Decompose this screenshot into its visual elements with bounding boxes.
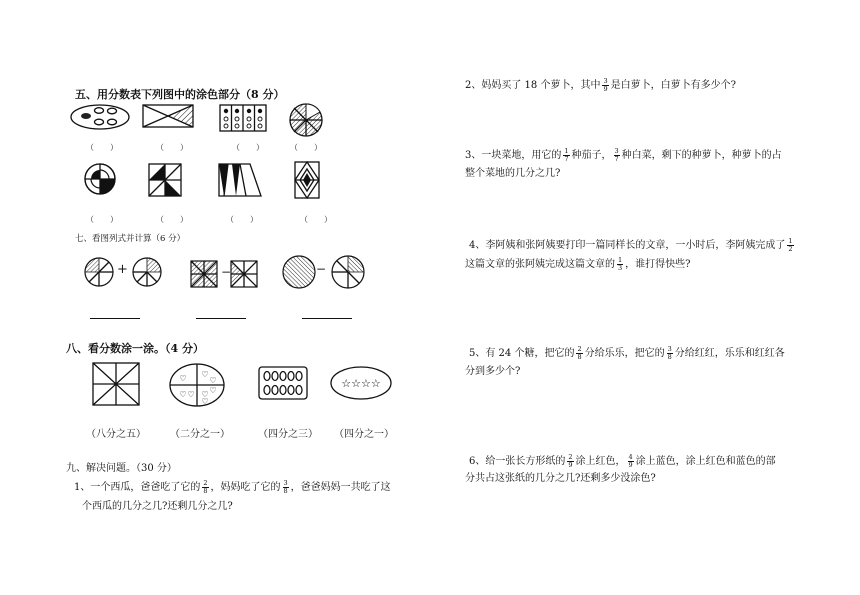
question-1-text-a: 1、一个西瓜，爸爸吃了它的 xyxy=(74,482,201,493)
section9-title: 九、解决问题。（30 分） xyxy=(66,463,177,474)
question-4-line2: 这篇文章的张阿姨完成这篇文章的 $\frac{1}{3}$ ，谁打得快些? xyxy=(465,256,691,272)
fraction-1-3: $\frac{1}{3}$ xyxy=(618,256,623,272)
section7-title: 七、看图列式并计算（6 分） xyxy=(75,234,186,244)
fraction-label-1: （八分之五） xyxy=(86,429,146,440)
answer-paren-6[interactable]: （ ） xyxy=(156,215,188,224)
fraction-label-4: （四分之一） xyxy=(334,429,394,440)
minus-sign-1: − xyxy=(221,265,232,279)
fraction-4-9: $\frac{4}{9}$ xyxy=(628,453,633,469)
question-1 xyxy=(74,480,391,495)
svg-text:♡: ♡ xyxy=(187,390,195,399)
svg-text:♡: ♡ xyxy=(179,374,187,383)
fraction-2-9: $\frac{2}{9}$ xyxy=(568,453,573,469)
svg-text:☆☆☆☆: ☆☆☆☆ xyxy=(341,377,381,390)
parallelogram-triangles-figure xyxy=(218,163,262,197)
fraction-3-7: $\frac{3}{7}$ xyxy=(614,147,619,163)
fraction-3-8: $\frac{3}{8}$ xyxy=(283,479,288,495)
question-5-line2: 分到多少个? xyxy=(465,366,521,377)
fraction-3-9: $\frac{3}{9}$ xyxy=(603,77,608,93)
question-2: 2、妈妈买了 18 个萝卜，其中 $\frac{3}{9}$ 是白萝卜，白萝卜有多少个? xyxy=(465,77,736,93)
fraction-1-7: $\frac{1}{7}$ xyxy=(564,147,569,163)
section5-title: 五、用分数表下列图中的涂色部分（8 分） xyxy=(75,88,285,101)
ovals-rectangle-figure xyxy=(258,366,308,400)
question-1-text-c: ，爸爸妈妈一共吃了这 xyxy=(290,482,391,493)
answer-line-3[interactable] xyxy=(302,318,352,319)
star-lines-square-figure xyxy=(92,362,140,406)
stars-oval-figure xyxy=(329,365,393,401)
answer-paren-1[interactable]: （ ） xyxy=(86,143,118,152)
section8-title: 八、看分数涂一涂。（4 分） xyxy=(66,342,204,355)
answer-line-1[interactable] xyxy=(90,318,140,319)
hatched-pie-figure xyxy=(288,102,324,138)
svg-text:♡: ♡ xyxy=(201,390,209,399)
minus-sign-2: − xyxy=(316,262,327,276)
rectangle-triangles-figure xyxy=(142,104,194,130)
answer-paren-8[interactable]: （ ） xyxy=(300,215,332,224)
fraction-3-8-b: $\frac{3}{8}$ xyxy=(667,345,672,361)
fraction-label-3: （四分之三） xyxy=(258,429,318,440)
plus-sign: + xyxy=(117,262,128,277)
nested-diamond-figure xyxy=(294,161,320,199)
svg-text:♡: ♡ xyxy=(209,376,217,385)
question-6-line2: 分共占这张纸的几分之几?还剩多少没涂色? xyxy=(465,473,656,484)
fraction-label-2: （二分之一） xyxy=(170,429,230,440)
answer-paren-2[interactable]: （ ） xyxy=(156,143,188,152)
dot-grid-figure xyxy=(219,104,267,132)
question-3: 3、一块菜地，用它的 $\frac{1}{7}$ 种茄子， $\frac{3}{7}$ 种白菜，剩下的种萝卜，种萝卜的占 xyxy=(465,147,782,163)
answer-paren-5[interactable]: （ ） xyxy=(86,215,118,224)
svg-text:♡: ♡ xyxy=(179,390,187,399)
fraction-2-8: $\frac{2}{8}$ xyxy=(203,479,208,495)
question-5: 5、有 24 个糖，把它的 $\frac{2}{8}$ 分给乐乐，把它的 $\frac{3}{8}$ 分给红红，乐乐和红红各 xyxy=(469,345,785,361)
question-3-line2: 整个菜地的几分之几? xyxy=(465,168,561,179)
hearts-oval-figure xyxy=(168,362,226,408)
fraction-1-2: $\frac{1}{2}$ xyxy=(788,237,793,253)
quartered-circle-figure xyxy=(83,162,117,196)
oval-with-ellipses-figure xyxy=(70,103,130,133)
fraction-2-8-b: $\frac{2}{8}$ xyxy=(577,345,582,361)
answer-line-2[interactable] xyxy=(196,318,246,319)
question-1-text-b: ，妈妈吃了它的 xyxy=(210,482,281,493)
question-6: 6、给一张长方形纸的 $\frac{2}{9}$ 涂上红色， $\frac{4}{9}$ 涂上蓝色，涂上红色和蓝色的部 xyxy=(469,453,776,469)
answer-paren-4[interactable]: （ ） xyxy=(290,143,322,152)
question-4: 4、李阿姨和张阿姨要打印一篇同样长的文章，一小时后，李阿姨完成了 $\frac{1}{2}$ xyxy=(469,237,793,253)
answer-paren-3[interactable]: （ ） xyxy=(232,143,264,152)
svg-text:♡: ♡ xyxy=(201,370,209,379)
question-1-line2: 个西瓜的几分之几?还剩几分之几? xyxy=(82,501,233,512)
svg-text:♡: ♡ xyxy=(209,386,217,395)
answer-paren-7[interactable]: （ ） xyxy=(226,215,258,224)
svg-text:♡: ♡ xyxy=(201,397,209,406)
pinwheel-square-figure xyxy=(148,163,182,197)
